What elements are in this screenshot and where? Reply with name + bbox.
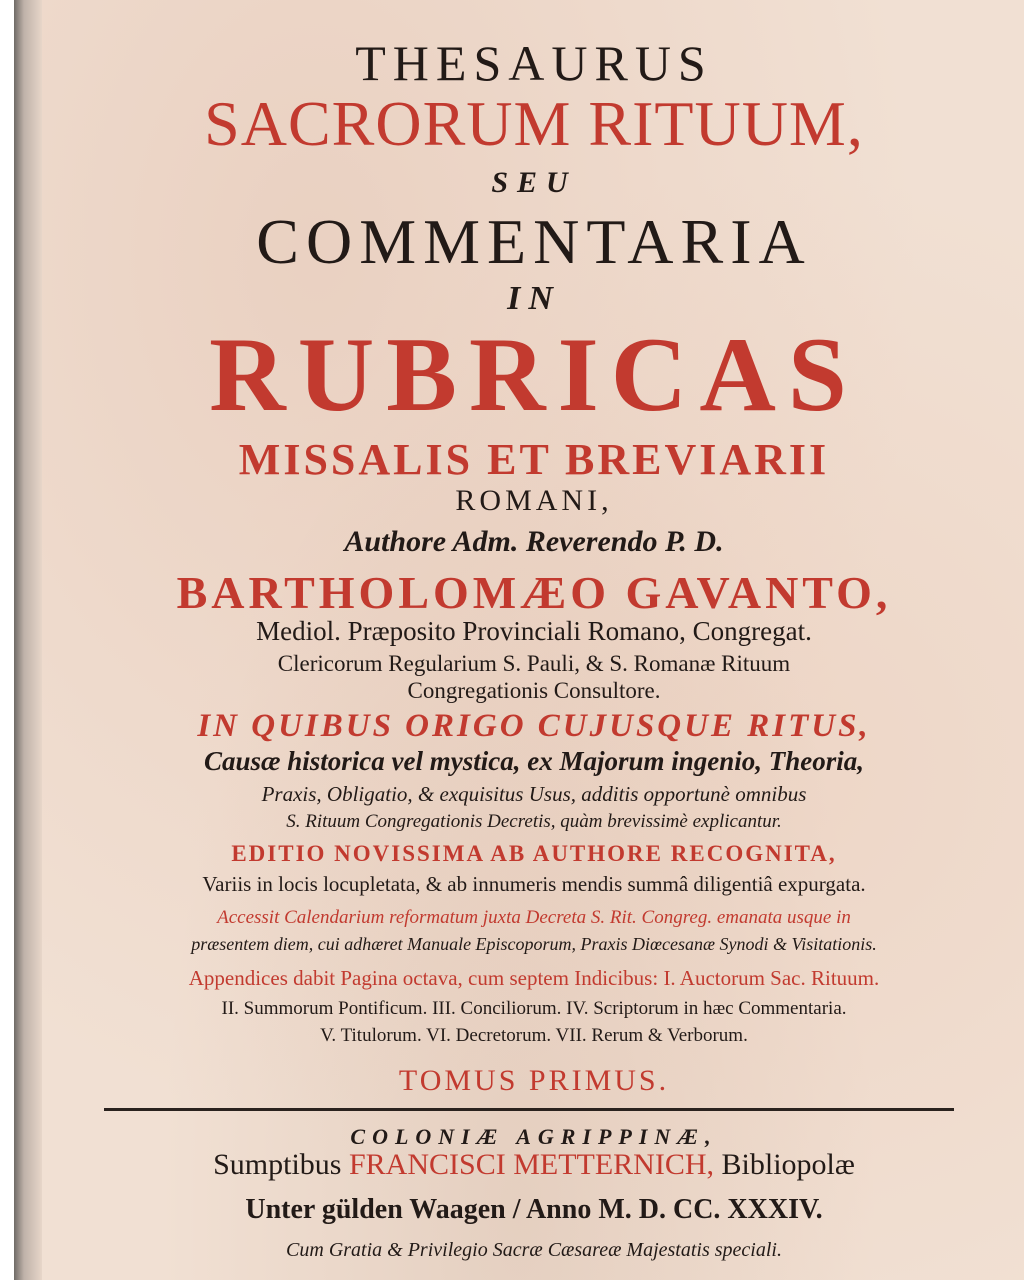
variis-line: Variis in locis locupletata, & ab innumeris mendis summâ diligentiâ expurgata. <box>202 872 866 896</box>
title-seu: SEU <box>491 166 577 199</box>
in-quibus-heading: IN QUIBUS ORIGO CUJUSQUE RITUS, <box>197 708 871 744</box>
title-thesaurus: THESAURUS <box>355 35 713 91</box>
title-rubricas: RUBRICAS <box>209 316 859 433</box>
publisher-name: FRANCISCI METTERNICH, <box>348 1148 715 1181</box>
imprint-divider <box>104 1108 954 1111</box>
authore-line: Authore Adm. Reverendo P. D. <box>344 525 724 558</box>
sumptibus-label: Sumptibus <box>213 1148 342 1181</box>
accessit-line-1: Accessit Calendarium reformatum juxta Decreta S. Rit. Congreg. emanata usque in <box>217 907 851 928</box>
title-sacrorum-rituum: SACRORUM RITUUM, <box>204 88 864 159</box>
praxis-line: Praxis, Obligatio, & exquisitus Usus, additis opportunè omnibus <box>261 782 807 806</box>
imprint-place: COLONIÆ AGRIPPINÆ, <box>350 1124 718 1149</box>
title-in: IN <box>507 280 561 317</box>
imprint-address-date: Unter gülden Waagen / Anno M. D. CC. XXXIV. <box>245 1194 823 1225</box>
privilege-line: Cum Gratia & Privilegio Sacræ Cæsareæ Majestatis speciali. <box>286 1239 782 1261</box>
title-romani: ROMANI, <box>455 484 613 517</box>
affiliation-line-1: Mediol. Præposito Provinciali Romano, Congregat. <box>256 616 812 646</box>
causa-line: Causæ historica vel mystica, ex Majorum ingenio, Theoria, <box>203 746 865 776</box>
affiliation-line-3: Congregationis Consultore. <box>407 678 661 703</box>
tomus-primus: TOMUS PRIMUS. <box>398 1064 670 1097</box>
title-missalis: MISSALIS ET BREVIARII <box>238 435 830 484</box>
rituum-decretis-line: S. Rituum Congregationis Decretis, quàm brevissimè explicantur. <box>286 811 782 832</box>
indices-line-1: II. Summorum Pontificum. III. Conciliorum. IV. Scriptorum in hæc Commentaria. <box>221 998 847 1019</box>
title-page <box>14 0 1024 1280</box>
imprint-publisher-line <box>54 1150 1014 1180</box>
editio-heading: EDITIO NOVISSIMA AB AUTHORE RECOGNITA, <box>231 841 837 866</box>
book-gutter <box>14 0 42 1280</box>
affiliation-line-2: Clericorum Regularium S. Pauli, & S. Romanæ Rituum <box>277 651 791 676</box>
indices-line-2: V. Titulorum. VI. Decretorum. VII. Rerum & Verborum. <box>320 1025 748 1046</box>
appendices-line: Appendices dabit Pagina octava, cum septem Indicibus: I. Auctorum Sac. Rituum. <box>188 966 880 990</box>
title-commentaria: COMMENTARIA <box>256 206 812 277</box>
bibliopolae-label: Bibliopolæ <box>721 1148 855 1181</box>
accessit-line-2: præsentem diem, cui adhæret Manuale Episcoporum, Praxis Diœcesanæ Synodi & Visitationis. <box>191 934 877 954</box>
author-name: BARTHOLOMÆO GAVANTO, <box>176 567 892 618</box>
